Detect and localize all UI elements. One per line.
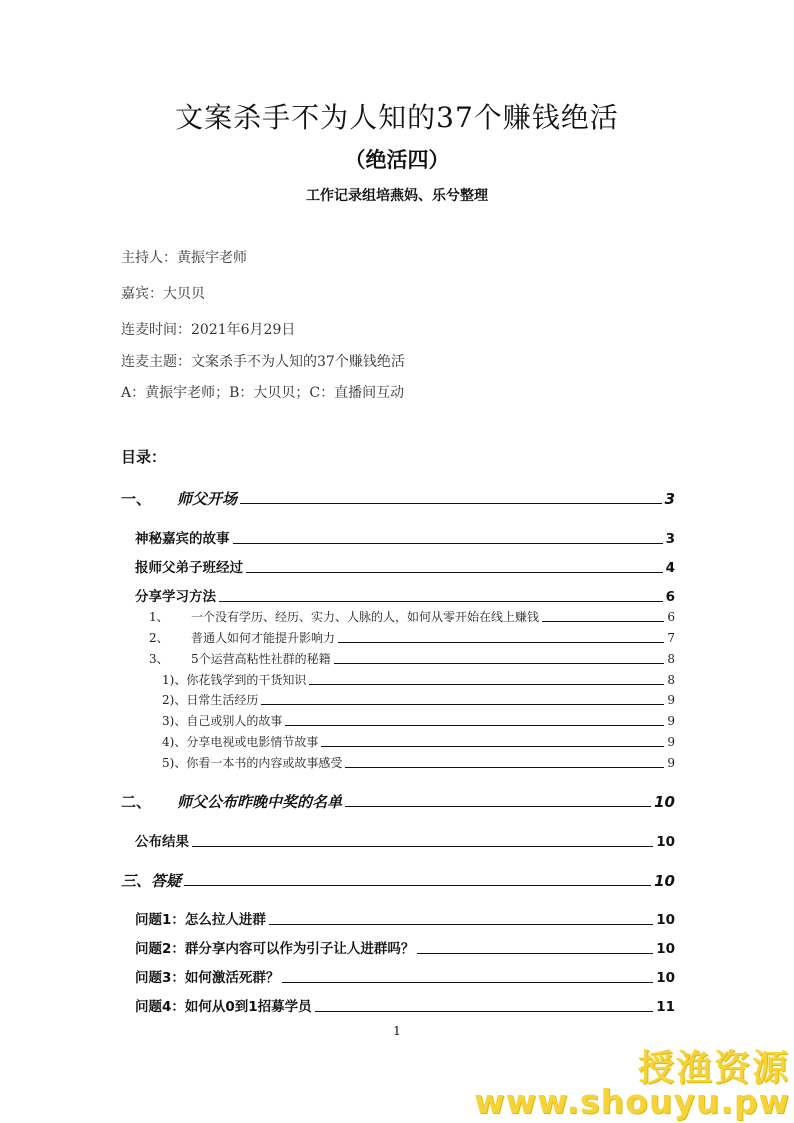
toc-entry-page: 9 xyxy=(667,756,675,770)
toc-entry-page: 3 xyxy=(664,490,675,508)
toc-entry-page: 8 xyxy=(667,673,675,687)
toc-leader-line xyxy=(321,746,664,747)
toc-entry-text: 问题4：如何从0到1招募学员 xyxy=(135,999,312,1015)
toc-leader-line xyxy=(309,684,664,685)
toc-leader-line xyxy=(334,663,665,664)
toc-entry-text: 分享学习方法 xyxy=(135,589,216,605)
toc-entry-text: 5)、你看一本书的内容或故事感受 xyxy=(162,756,343,770)
toc-entry-number: 1、 xyxy=(149,610,169,624)
toc-entry-stories[interactable] xyxy=(162,711,675,731)
toc-leader-line xyxy=(285,725,664,726)
toc-entry-text: 1)、你花钱学到的干货知识 xyxy=(162,673,307,687)
toc-entry-text: 问题1：怎么拉人进群 xyxy=(135,912,266,928)
toc-entry-text: 4)、分享电视或电影情节故事 xyxy=(162,735,319,749)
toc-leader-line xyxy=(261,704,664,705)
toc-entry-winners[interactable] xyxy=(121,792,675,812)
toc-entry-text: 普通人如何才能提升影响力 xyxy=(191,631,336,645)
toc-entry-text: 2)、日常生活经历 xyxy=(162,693,259,707)
toc-entry-page: 10 xyxy=(654,793,675,811)
toc-entry-text: 5个运营高粘性社群的秘籍 xyxy=(191,652,331,666)
toc-entry-page: 11 xyxy=(656,999,675,1015)
toc-entry-text: 师父公布昨晚中奖的名单 xyxy=(177,793,343,811)
toc-entry-page: 10 xyxy=(656,941,675,957)
document-subtitle: （绝活四） xyxy=(344,147,450,172)
toc-leader-line xyxy=(282,982,653,983)
page-number: 1 xyxy=(393,1024,401,1038)
toc-entry-page: 10 xyxy=(656,912,675,928)
meta-time: 连麦时间：2021年6月29日 xyxy=(121,322,296,338)
toc-entry-community-secrets[interactable] xyxy=(149,649,675,669)
toc-entry-opening[interactable] xyxy=(121,489,675,509)
toc-entry-page: 10 xyxy=(656,970,675,986)
document-title: 文案杀手不为人知的37个赚钱绝活 xyxy=(175,101,619,134)
toc-entry-page: 9 xyxy=(667,714,675,728)
meta-topic: 连麦主题：文案杀手不为人知的37个赚钱绝活 xyxy=(121,354,405,370)
toc-entry-page: 10 xyxy=(654,872,675,890)
toc-entry-page: 9 xyxy=(667,735,675,749)
toc-entry-results[interactable] xyxy=(135,832,675,852)
toc-entry-page: 9 xyxy=(667,693,675,707)
toc-leader-line xyxy=(345,767,664,768)
toc-entry-influence[interactable] xyxy=(149,628,675,648)
toc-entry-page: 7 xyxy=(667,631,675,645)
toc-entry-guest-story[interactable] xyxy=(135,529,675,549)
toc-leader-line xyxy=(233,543,663,544)
toc-entry-number: 2、 xyxy=(149,631,169,645)
toc-entry-learning-methods[interactable] xyxy=(135,587,675,607)
toc-leader-line xyxy=(269,924,653,925)
meta-roles: A：黄振宇老师；B：大贝贝；C：直播间互动 xyxy=(121,385,405,401)
toc-entry-online-money[interactable] xyxy=(149,607,675,627)
toc-entry-text: 3)、自己或别人的故事 xyxy=(162,714,283,728)
toc-leader-line xyxy=(338,642,664,643)
toc-leader-line xyxy=(315,1011,654,1012)
toc-entry-paid-knowledge[interactable] xyxy=(162,670,675,690)
toc-leader-line xyxy=(240,503,662,504)
toc-entry-text: 三、答疑 xyxy=(121,872,182,890)
toc-leader-line xyxy=(246,572,663,573)
toc-entry-text: 公布结果 xyxy=(135,834,189,850)
toc-leader-line xyxy=(184,885,651,886)
toc-entry-qa[interactable] xyxy=(121,871,675,891)
toc-entry-page: 4 xyxy=(665,560,675,576)
toc-entry-question-4[interactable] xyxy=(135,997,675,1017)
toc-entry-question-1[interactable] xyxy=(135,910,675,930)
meta-guest: 嘉宾：大贝贝 xyxy=(121,286,205,302)
toc-entry-page: 6 xyxy=(667,610,675,624)
toc-entry-daily-life[interactable] xyxy=(162,690,675,710)
toc-leader-line xyxy=(417,953,653,954)
toc-leader-line xyxy=(219,601,663,602)
toc-entry-question-3[interactable] xyxy=(135,968,675,988)
toc-entry-book[interactable] xyxy=(162,753,675,773)
toc-heading: 目录： xyxy=(121,448,167,466)
toc-entry-page: 8 xyxy=(667,652,675,666)
toc-leader-line xyxy=(192,846,653,847)
toc-entry-text: 一个没有学历、经历、实力、人脉的人，如何从零开始在线上赚钱 xyxy=(191,610,540,624)
toc-entry-page: 3 xyxy=(665,531,675,547)
toc-entry-tv-movie[interactable] xyxy=(162,732,675,752)
toc-entry-text: 师父开场 xyxy=(177,490,238,508)
toc-leader-line xyxy=(345,806,651,807)
toc-entry-question-2[interactable] xyxy=(135,939,675,959)
toc-entry-number: 3、 xyxy=(149,652,169,666)
toc-leader-line xyxy=(542,621,664,622)
toc-entry-text: 神秘嘉宾的故事 xyxy=(135,531,230,547)
toc-entry-number: 二、 xyxy=(121,793,152,811)
toc-entry-text: 问题3：如何激活死群？ xyxy=(135,970,280,986)
toc-entry-page: 6 xyxy=(665,589,675,605)
toc-entry-text: 报师父弟子班经过 xyxy=(135,560,243,576)
document-credit: 工作记录组培燕妈、乐兮整理 xyxy=(306,188,488,204)
meta-host: 主持人：黄振宇老师 xyxy=(121,250,247,266)
toc-entry-number: 一、 xyxy=(121,490,152,508)
toc-entry-page: 10 xyxy=(656,834,675,850)
toc-entry-signup[interactable] xyxy=(135,558,675,578)
watermark-url: www.shouyu.pw xyxy=(474,1082,790,1121)
toc-entry-text: 问题2：群分享内容可以作为引子让人进群吗？ xyxy=(135,941,415,957)
watermark-brand: 授渔资源 xyxy=(637,1048,790,1089)
